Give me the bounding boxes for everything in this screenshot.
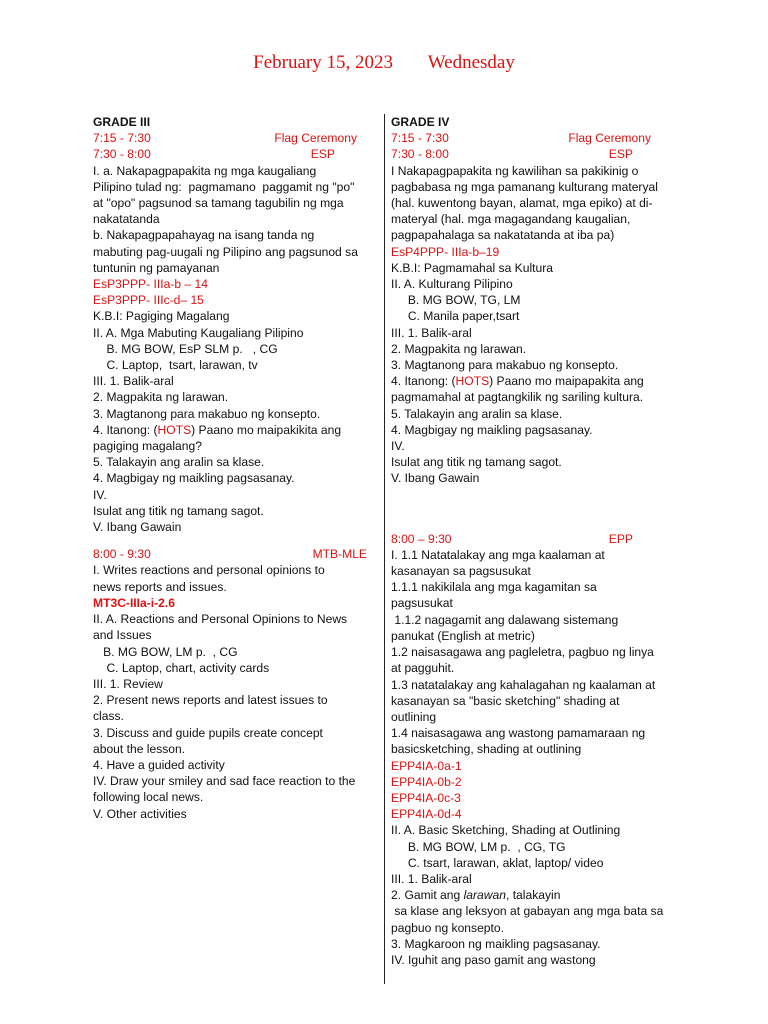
text-line: kasanayan sa "basic sketching" shading at [391, 693, 620, 708]
text-line: 1.3 natatalakay ang kahalagahan ng kaalaman at [391, 677, 656, 692]
header-date: February 15, 2023 [253, 52, 393, 73]
flag-time: 7:15 - 7:30 [93, 131, 151, 146]
flag-label: Flag Ceremony [568, 131, 651, 146]
text-line: I Nakapagpapakita ng kawilihan sa pakikinig o [391, 163, 639, 178]
text-line: 3. Magkaroon ng maikling pagsasanay. [391, 936, 601, 951]
esp-objectives [391, 163, 681, 244]
text-line: 2. Present news reports and latest issues to [93, 693, 328, 708]
flag-ceremony-row [391, 130, 681, 146]
text-line: IV. [391, 439, 405, 454]
text-line: 5. Talakayin ang aralin sa klase. [391, 406, 563, 421]
esp-label: ESP [310, 147, 335, 162]
epp-procedure [391, 822, 681, 968]
text-line: I. 1.1 Natatalakay ang mga kaalaman at [391, 547, 605, 562]
text-line: III. 1. Balik-aral [93, 374, 174, 389]
itanong-prefix: 4. Itanong: ( [93, 422, 158, 437]
text-line: materyal (hal. mga magagandang kaugalian, [391, 212, 631, 227]
text-line: pagbabasa ng mga pamanang kulturang materyal [391, 179, 658, 194]
text-line: pagiging magalang? [93, 439, 202, 454]
gamit-italic: larawan [463, 888, 506, 903]
itanong-prefix: 4. Itanong: ( [391, 374, 456, 389]
hots-tag: HOTS [455, 374, 490, 389]
header-day: Wednesday [427, 52, 515, 73]
flag-label: Flag Ceremony [274, 131, 357, 146]
flag-time: 7:15 - 7:30 [391, 131, 449, 146]
grade-iii-column [93, 114, 377, 822]
mtb-procedure [93, 611, 377, 822]
text-line: C. Laptop, chart, activity cards [93, 660, 270, 675]
text-line: 1.2 naisasagawa ang pagleletra, pagbuo ng linya [391, 645, 654, 660]
text-line: K.B.I: Pagiging Magalang [93, 309, 230, 324]
text-line: at "opo" pagsunod sa tamang tagubilin ng mga [93, 196, 344, 211]
mtb-row [93, 546, 377, 562]
epp-label: EPP [608, 531, 633, 546]
text-line: 4. Magbigay ng maikling pagsasanay. [93, 471, 295, 486]
spacer [391, 487, 681, 531]
text-line: Isulat ang titik ng tamang sagot. [391, 455, 562, 470]
esp-time: 7:30 - 8:00 [391, 147, 449, 162]
text-line: III. 1. Balik-aral [391, 325, 472, 340]
text-line: I. Writes reactions and personal opinions to [93, 563, 325, 578]
column-divider [384, 114, 385, 984]
text-line: basicsketching, shading at outlining [391, 742, 582, 757]
text-line: at pagguhit. [391, 661, 455, 676]
text-line: II. A. Reactions and Personal Opinions to News [93, 612, 348, 627]
text-line: about the lesson. [93, 741, 186, 756]
text-line: 4. Have a guided activity [93, 757, 225, 772]
text-line: mabuting pag-uugali ng Pilipino ang pagsunod sa [93, 244, 358, 259]
text-line: following local news. [93, 790, 204, 805]
epp-time: 8:00 – 9:30 [391, 531, 452, 546]
text-line: IV. [93, 487, 107, 502]
text-line: II. A. Kulturang Pilipino [391, 277, 513, 292]
text-line: Pilipino tulad ng: pagmamano paggamit ng "po" [93, 179, 355, 194]
text-line: pagbuo ng konsepto. [391, 920, 504, 935]
text-line: C. tsart, larawan, aklat, laptop/ video [391, 855, 604, 870]
spacer [93, 535, 377, 546]
gamit-prefix: 2. Gamit ang [391, 888, 464, 903]
text-line: tuntunin ng pamayanan [93, 260, 220, 275]
mtb-label: MTB-MLE [312, 547, 367, 562]
competency-code: EPP4IA-0b-2 [391, 774, 462, 789]
text-line: (hal. kuwentong bayan, alamat, mga epiko) at di- [391, 196, 653, 211]
flag-ceremony-row [93, 130, 377, 146]
esp-time: 7:30 - 8:00 [93, 147, 151, 162]
text-line: sa klase ang leksyon at gabayan ang mga bata sa [391, 904, 664, 919]
hots-tag: HOTS [157, 422, 192, 437]
text-line: B. MG BOW, TG, LM [391, 293, 521, 308]
itanong-line [93, 422, 377, 438]
mtb-time: 8:00 - 9:30 [93, 547, 151, 562]
text-line: news reports and issues. [93, 579, 227, 594]
text-line: IV. Iguhit ang paso gamit ang wastong [391, 952, 596, 967]
itanong-line [391, 373, 681, 389]
text-line: kasanayan sa pagsusukat [391, 564, 531, 579]
competency-code: EsP4PPP- IIIa-b–19 [391, 244, 500, 259]
gamit-line [391, 887, 681, 903]
mtb-objectives [93, 562, 377, 594]
text-line: II. A. Mga Mabuting Kaugaliang Pilipino [93, 325, 304, 340]
text-line: IV. Draw your smiley and sad face reaction to the [93, 774, 356, 789]
text-line: V. Ibang Gawain [93, 520, 182, 535]
text-line: outlining [391, 709, 437, 724]
text-line: C. Laptop, tsart, larawan, tv [93, 358, 258, 373]
text-line: V. Other activities [93, 806, 187, 821]
esp-procedure [93, 308, 377, 535]
text-line: pagmamahal at pagtangkilik ng sariling kultura. [391, 390, 644, 405]
text-line: 3. Discuss and guide pupils create concept [93, 725, 323, 740]
text-line: Isulat ang titik ng tamang sagot. [93, 503, 264, 518]
text-line: B. MG BOW, LM p. , CG, TG [391, 839, 566, 854]
text-line: pagsusukat [391, 596, 453, 611]
text-line: class. [93, 709, 124, 724]
grade-iii-heading: GRADE III [93, 115, 151, 129]
competency-code: MT3C-IIIa-i-2.6 [93, 595, 175, 610]
text-line: B. MG BOW, LM p. , CG [93, 644, 238, 659]
text-line: 5. Talakayin ang aralin sa klase. [93, 455, 265, 470]
esp-row [391, 146, 681, 162]
competency-code: EPP4IA-0a-1 [391, 758, 462, 773]
text-line: II. A. Basic Sketching, Shading at Outlining [391, 823, 621, 838]
text-line: I. a. Nakapagpapakita ng mga kaugaliang [93, 163, 317, 178]
text-line: 2. Magpakita ng larawan. [93, 390, 229, 405]
competency-code: EsP3PPP- IIIa-b – 14 [93, 277, 208, 292]
text-line: and Issues [93, 628, 152, 643]
text-line: III. 1. Balik-aral [391, 871, 472, 886]
itanong-suffix: ) Paano mo maipapakita ang [489, 374, 644, 389]
gamit-suffix: , talakayin [505, 888, 561, 903]
text-line: 1.1.1 nakikilala ang mga kagamitan sa [391, 580, 597, 595]
grade-iv-heading: GRADE IV [391, 115, 450, 129]
text-line: III. 1. Review [93, 676, 163, 691]
esp-label: ESP [608, 147, 633, 162]
esp-row [93, 146, 377, 162]
text-line: K.B.I: Pagmamahal sa Kultura [391, 260, 554, 275]
competency-code: EPP4IA-0c-3 [391, 790, 461, 805]
text-line: b. Nakapagpapahayag na isang tanda ng [93, 228, 315, 243]
text-line: nakatatanda [93, 212, 160, 227]
text-line: 3. Magtanong para makabuo ng konsepto. [391, 358, 619, 373]
grade-iv-column [391, 114, 681, 968]
page-header [0, 52, 768, 74]
competency-code: EsP3PPP- IIIc-d– 15 [93, 293, 204, 308]
text-line: 1.4 naisasagawa ang wastong pamamaraan ng [391, 726, 646, 741]
esp-procedure [391, 260, 681, 487]
text-line: panukat (English at metric) [391, 628, 535, 643]
text-line: B. MG BOW, EsP SLM p. , CG [93, 341, 278, 356]
itanong-suffix: ) Paano mo maipakikita ang [191, 422, 342, 437]
text-line: 3. Magtanong para makabuo ng konsepto. [93, 406, 321, 421]
text-line: C. Manila paper,tsart [391, 309, 520, 324]
epp-row [391, 531, 681, 547]
competency-code: EPP4IA-0d-4 [391, 807, 462, 822]
text-line: 1.1.2 nagagamit ang dalawang sistemang [391, 612, 619, 627]
text-line: pagpapahalaga sa nakatatanda at iba pa) [391, 228, 615, 243]
text-line: V. Ibang Gawain [391, 471, 480, 486]
esp-objectives [93, 163, 377, 276]
text-line: 2. Magpakita ng larawan. [391, 341, 527, 356]
text-line: 4. Magbigay ng maikling pagsasanay. [391, 422, 593, 437]
epp-objectives [391, 547, 681, 758]
